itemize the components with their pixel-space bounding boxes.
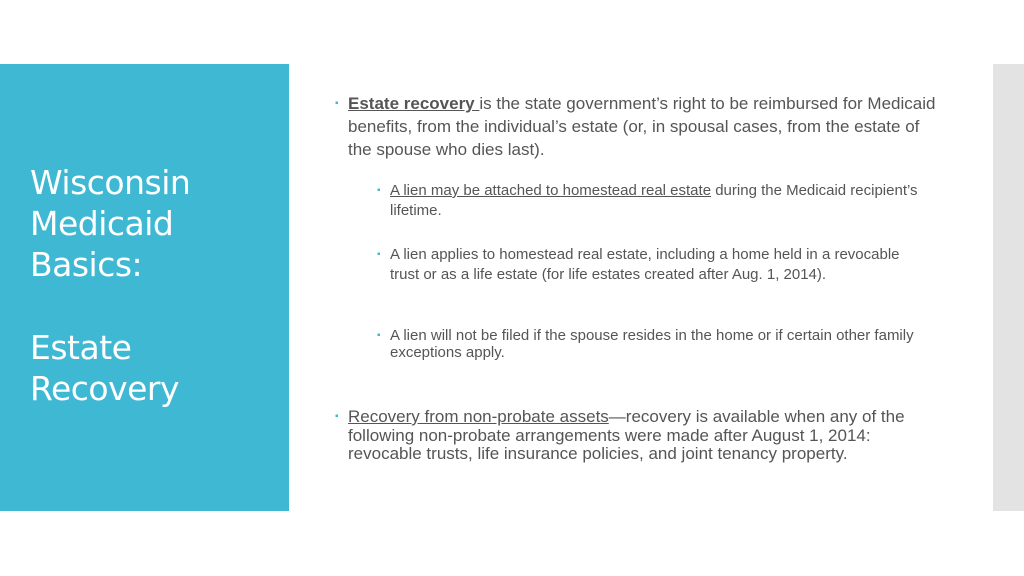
- title-line-4: Estate: [30, 328, 132, 367]
- bullet-dot-icon: ▪: [377, 330, 381, 341]
- bullet-non-probate-recovery: [335, 407, 938, 464]
- bullet-dot-icon: ▪: [335, 411, 339, 422]
- title-line-5: Recovery: [30, 369, 180, 408]
- sub-bullet-lien-attached: [377, 181, 920, 221]
- title-line-2: Medicaid: [30, 204, 174, 243]
- bullet-text: is the state government’s right to be reimbursed for Medicaid benefits, from the individual’s estate (or, in spousal cases, from the estate of the spouse who dies last).: [348, 94, 936, 159]
- bullet-estate-recovery: [335, 92, 938, 161]
- bullet-dot-icon: ▪: [335, 98, 339, 109]
- bullet-dot-icon: ▪: [377, 249, 381, 260]
- bullet-text: —recovery is available when any of the following non-probate arrangements were made after August 1, 2014: revocable trusts, life insurance policies, and joint tenancy property.: [348, 407, 905, 463]
- bullet-lead: Recovery from non-probate assets: [348, 407, 609, 426]
- sub-bullet-lien-applies: [377, 245, 920, 285]
- title-line-1: Wisconsin: [30, 163, 191, 202]
- bullet-lead: Estate recovery: [348, 94, 480, 113]
- sub-bullet-lead: A lien may be attached to homestead real estate: [390, 182, 712, 199]
- bullet-dot-icon: ▪: [377, 185, 381, 196]
- sub-bullet-text: A lien will not be filed if the spouse resides in the home or if certain other family exceptions apply.: [390, 327, 914, 361]
- title-line-3: Basics:: [30, 245, 143, 284]
- sub-bullet-text: during the Medicaid recipient’s lifetime.: [390, 182, 918, 219]
- sub-bullet-lien-not-filed: [377, 327, 920, 361]
- sub-bullet-text: A lien applies to homestead real estate, including a home held in a revocable trust or as a life estate (for life estates created after Aug. 1, 2014).: [390, 246, 900, 283]
